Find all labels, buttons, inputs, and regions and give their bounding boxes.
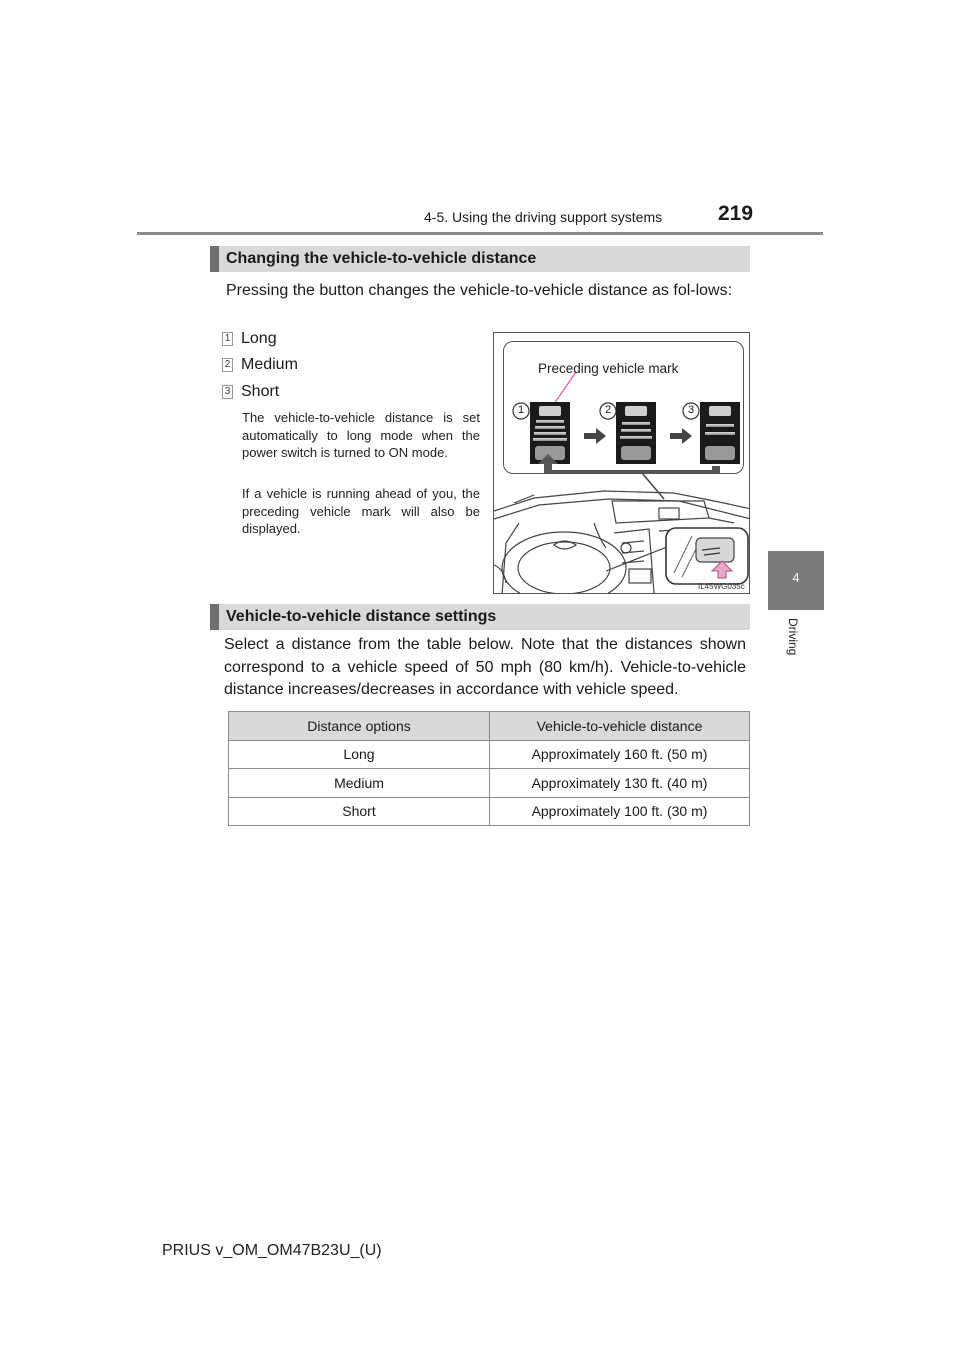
column-header: Vehicle-to-vehicle distance bbox=[490, 712, 750, 741]
section-title-distance-settings: Vehicle-to-vehicle distance settings bbox=[210, 604, 750, 630]
table-cell: Short bbox=[229, 797, 490, 826]
distance-table bbox=[228, 711, 750, 826]
option-item-long bbox=[222, 329, 277, 349]
section-title-changing-distance: Changing the vehicle-to-vehicle distance bbox=[210, 246, 750, 272]
table-cell: Approximately 160 ft. (50 m) bbox=[490, 740, 750, 769]
table-cell: Long bbox=[229, 740, 490, 769]
footer-doc-id: PRIUS v_OM_OM47B23U_(U) bbox=[162, 1242, 382, 1259]
number-marker: 2 bbox=[222, 358, 233, 372]
note-auto-long-mode: The vehicle-to-vehicle distance is set automatically to long mode when the power switch is turned to ON mode. bbox=[242, 410, 480, 460]
step-number-2: 2 bbox=[604, 404, 612, 416]
page-number: 219 bbox=[718, 202, 754, 225]
option-item-medium bbox=[222, 355, 298, 375]
step-number-3: 3 bbox=[687, 404, 695, 416]
running-header-section: 4-5. Using the driving support systems bbox=[424, 209, 663, 225]
chapter-label bbox=[784, 618, 804, 668]
chapter-number: 4 bbox=[792, 570, 800, 585]
number-marker: 1 bbox=[222, 332, 233, 346]
option-label: Long bbox=[241, 330, 277, 347]
table-cell: Approximately 130 ft. (40 m) bbox=[490, 769, 750, 798]
table-row bbox=[229, 769, 750, 798]
option-label: Short bbox=[241, 383, 280, 400]
table-row bbox=[229, 740, 750, 769]
option-item-short bbox=[222, 382, 279, 402]
display-callout bbox=[503, 341, 744, 474]
intro-paragraph: Pressing the button changes the vehicle-to-vehicle distance as fol-lows: bbox=[226, 282, 733, 299]
step-number-1: 1 bbox=[517, 404, 525, 416]
chapter-label-text: Driving bbox=[786, 618, 800, 656]
distance-illustration bbox=[493, 332, 750, 594]
table-header-row bbox=[229, 712, 750, 741]
preceding-vehicle-mark-label: Preceding vehicle mark bbox=[538, 361, 679, 376]
table-cell: Approximately 100 ft. (30 m) bbox=[490, 797, 750, 826]
figure-code: IL45WG035c bbox=[698, 582, 745, 591]
table-row bbox=[229, 797, 750, 826]
table-cell: Medium bbox=[229, 769, 490, 798]
note-preceding-vehicle: If a vehicle is running ahead of you, the preceding vehicle mark will also be displayed. bbox=[242, 486, 480, 536]
column-header: Distance options bbox=[229, 712, 490, 741]
number-marker: 3 bbox=[222, 385, 233, 399]
option-label: Medium bbox=[241, 356, 298, 373]
chapter-tab bbox=[768, 551, 824, 610]
settings-paragraph: Select a distance from the table below. Note that the distances shown correspond to a vehicle speed of 50 mph (80 km/h). Vehicle-to-vehicle distance increases/decreases in accordance with vehicle speed. bbox=[224, 636, 746, 698]
header-rule bbox=[137, 232, 823, 235]
